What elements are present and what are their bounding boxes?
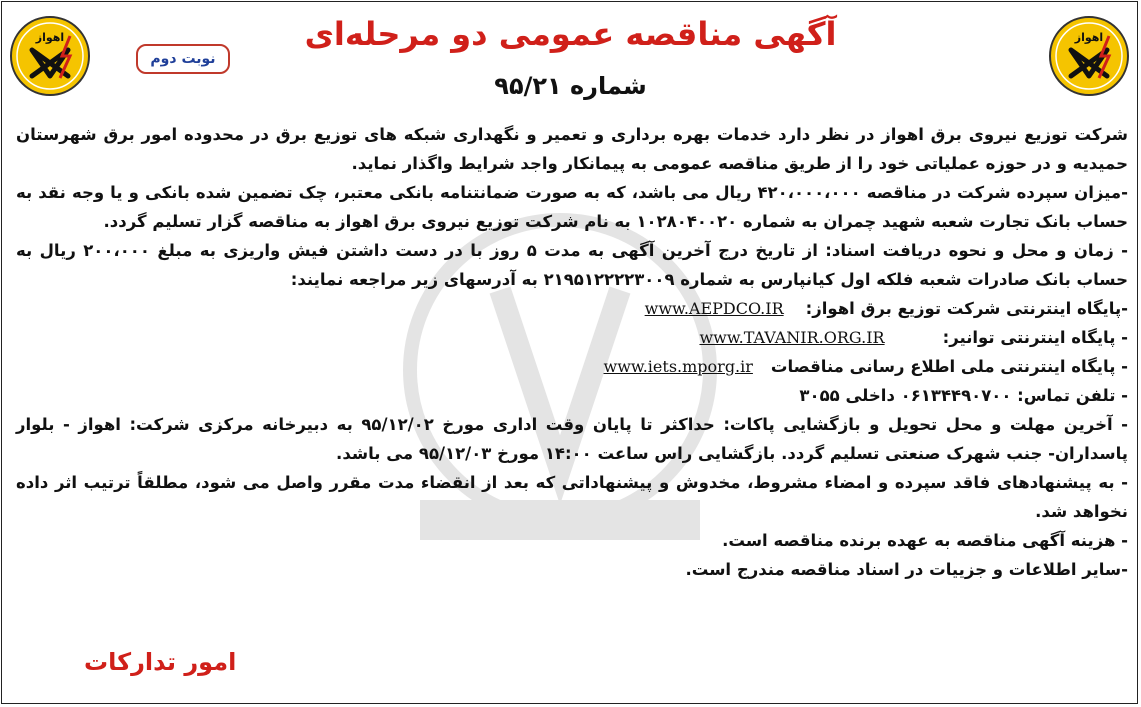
website-label: -پایگاه اینترنتی شرکت توزیع برق اهواز: [805,299,1128,318]
deadline-paragraph: - آخرین مهلت و محل تحویل و بازگشایی پاکات: حداکثر تا پایان وقت اداری مورخ ۹۵/۱۲/۰۲ به دبیرخانه مرکزی شرکت: اهواز - بلوار پاسداران- جنب شهرک صنعتی تسلیم گردد. بازگشایی راس ساعت ۱۴:۰۰ مورخ ۹۵/۱۲/۰۳ می باشد. [16,415,1128,463]
website-row [16,323,1128,352]
website-label: - پایگاه اینترنتی توانیر: [942,328,1128,347]
notice-number: شماره ۹۵/۲۱ [494,72,647,100]
signature-department: امور تدارکات [84,648,237,676]
website-link-tavanir[interactable]: www.TAVANIR.ORG.IR [699,328,885,347]
conditions-paragraph: - به پیشنهادهای فاقد سپرده و امضاء مشروط، مخدوش و پیشنهاداتی که بعد از انقضاء مدت مقرر واصل می شود، مطلقاً ترتیب اثر داده نخواهد شد. [16,473,1128,521]
website-row [16,352,1128,381]
logo-text: اهواز [35,31,65,44]
website-link-aepdco[interactable]: www.AEPDCO.IR [644,299,784,318]
announcement-round-badge: نوبت دوم [136,44,230,74]
cost-paragraph: - هزینه آگهی مناقصه به عهده برنده مناقصه است. [722,531,1128,550]
phone-line: - تلفن تماس: ۰۶۱۳۴۴۹۰۷۰۰ داخلی ۳۰۵۵ [799,386,1128,405]
notice-body [16,120,1128,584]
logo-text: اهواز [1074,31,1104,44]
deposit-paragraph: -میزان سپرده شرکت در مناقصه ۴۲۰،۰۰۰،۰۰۰ ریال می باشد، که به صورت ضمانتنامه بانکی معتبر، چک تضمین شده بانکی و یا وجه نقد به حساب بانک تجارت شعبه شهید چمران به شماره ۱۰۲۸۰۴۰۰۲۰ به نام شرکت توزیع نیروی برق اهواز به مناقصه گزار تسلیم گردد. [16,183,1128,231]
documents-paragraph: - زمان و محل و نحوه دریافت اسناد: از تاریخ درج آخرین آگهی به مدت ۵ روز با در دست داشتن فیش واریزی به مبلغ ۲۰۰،۰۰۰ ریال به حساب بانک صادرات شعبه فلکه اول کیانپارس به شماره ۲۱۹۵۱۲۲۲۲۳۰۰۹ به آدرسهای زیر مراجعه نمایند: [16,241,1128,289]
website-row [16,294,1128,323]
website-link-iets[interactable]: www.iets.mporg.ir [603,357,753,376]
other-info-paragraph: -سایر اطلاعات و جزییات در اسناد مناقصه مندرج است. [685,560,1128,579]
notice-title: آگهی مناقصه عمومی دو مرحله‌ای [304,15,837,53]
intro-paragraph: شرکت توزیع نیروی برق اهواز در نظر دارد خدمات بهره برداری و تعمیر و نگهداری شبکه های توزیع برق در محدوده امور برق شهرستان حمیدیه و در حوزه عملیاتی خود را از طریق مناقصه عمومی به پیمانکار واجد شرایط واگذار نماید. [16,125,1128,173]
website-label: - پایگاه اینترنتی ملی اطلاع رسانی مناقصات [770,357,1128,376]
